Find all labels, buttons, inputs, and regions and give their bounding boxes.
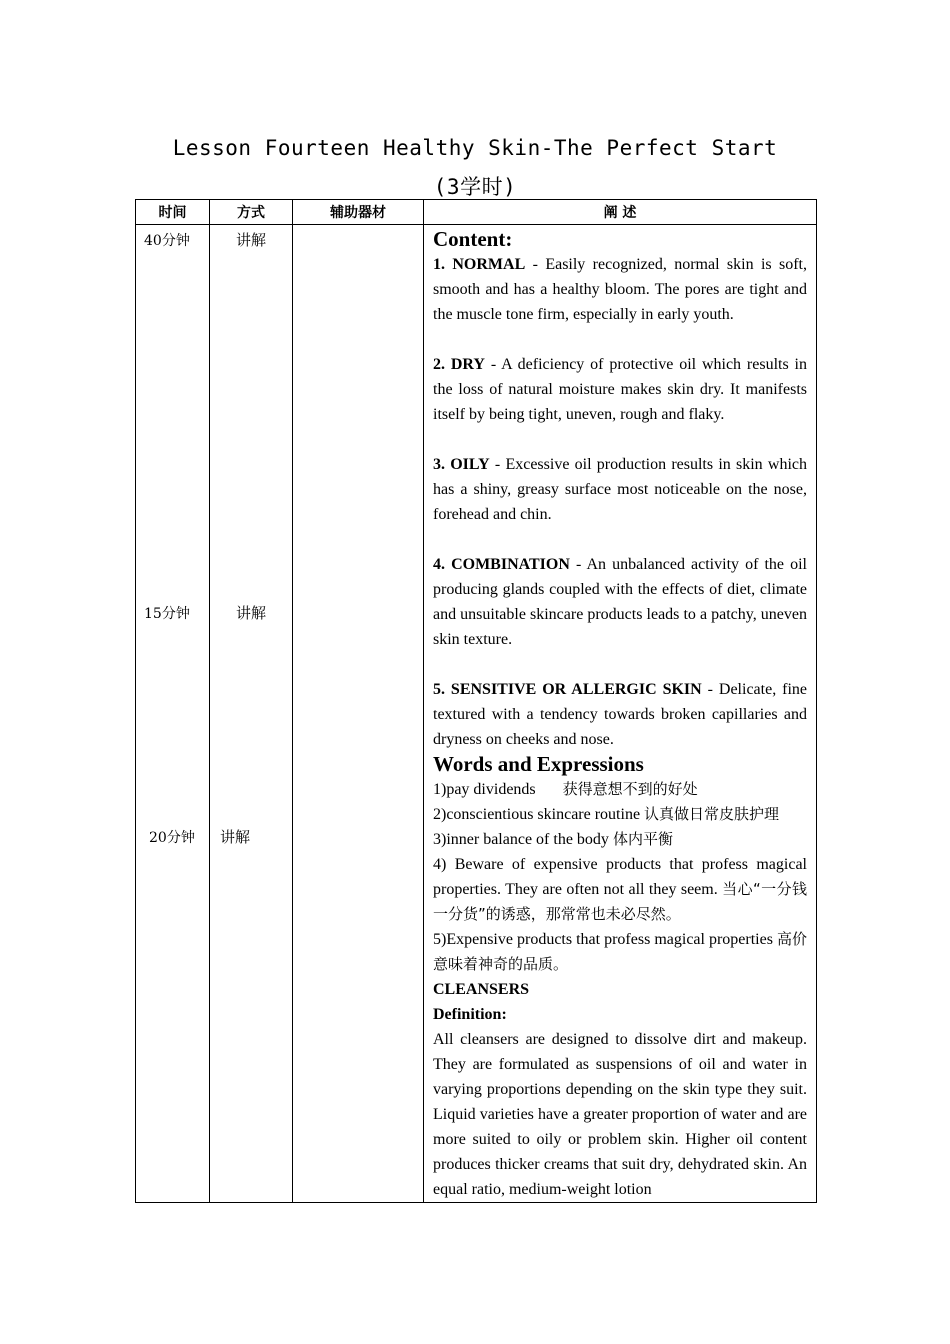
words-heading: Words and Expressions [433, 752, 644, 776]
skin-type-label: 4. COMBINATION [433, 556, 570, 573]
lesson-title: Lesson Fourteen Healthy Skin-The Perfect Start [172, 136, 778, 160]
skin-type-text: - An unbalanced activity of the oil producing glands coupled with the effects of diet, climate and unsuitable skincare products leads to a patchy, uneven skin texture. [433, 556, 807, 648]
header-method: 方式 [210, 200, 293, 225]
skin-type-text: - Delicate, fine textured with a tendency towards broken capillaries and dryness on cheeks and nose. [433, 681, 808, 748]
expression-item: 3)inner balance of the body 体内平衡 [433, 830, 673, 848]
skin-type-text: - Easily recognized, normal skin is soft, smooth and has a healthy bloom. The pores are tight and the muscle tone firm, especially in early youth. [433, 256, 807, 323]
header-time: 时间 [136, 200, 210, 225]
time-mark: 15分钟 [144, 606, 190, 622]
time-mark: 40分钟 [144, 233, 190, 249]
table-row [136, 225, 817, 1203]
expression-item: 4) Beware of expensive products that profess magical properties. They are often not all they seem. 当心“一分钱一分货”的诱惑，那常常也未必尽然。 [433, 856, 808, 923]
description-cell [424, 225, 817, 1203]
skin-type-label: 1. NORMAL [433, 256, 526, 273]
skin-type-oily [433, 452, 807, 527]
expression-item: 5)Expensive products that profess magical properties 高价意味着神奇的品质。 [433, 930, 807, 973]
skin-type-label: 2. DRY [433, 356, 485, 373]
definition-heading: Definition: [433, 1006, 507, 1023]
skin-type-normal [433, 252, 807, 327]
expression-item: 1)pay dividends 获得意想不到的好处 [433, 780, 698, 798]
skin-type-text: - A deficiency of protective oil which results in the loss of natural moisture makes skin dry. It manifests itself by being tight, uneven, rough and flaky. [433, 356, 807, 423]
time-mark: 20分钟 [149, 830, 195, 846]
definition-text: All cleansers are designed to dissolve dirt and makeup. They are formulated as suspensions of oil and water in varying proportions depending on the skin type they suit. Liquid varieties have a greater proportion of water and are more suited to oily or problem skin. Higher oil content produces thicker creams that suit dry, dehydrated skin. An equal ratio, medium-weight lotion [433, 1031, 807, 1198]
method-mark: 讲解 [236, 604, 267, 622]
method-mark: 讲解 [236, 231, 267, 249]
method-cell [210, 225, 293, 1203]
skin-type-label: 3. OILY [433, 456, 490, 473]
content-heading: Content: [433, 227, 513, 251]
expression-item: 2)conscientious skincare routine 认真做日常皮肤护理 [433, 805, 780, 823]
header-materials: 辅助器材 [293, 200, 424, 225]
skin-type-label: 5. SENSITIVE OR ALLERGIC SKIN [433, 681, 702, 698]
skin-type-dry [433, 352, 807, 427]
header-description: 阐 述 [424, 200, 817, 225]
description-content [424, 225, 816, 1202]
time-cell [136, 225, 210, 1203]
lesson-plan-table [135, 199, 817, 1203]
skin-type-combination [433, 552, 807, 652]
cleansers-heading: CLEANSERS [433, 981, 530, 998]
table-header-row [136, 200, 817, 225]
materials-cell [293, 225, 424, 1203]
skin-type-text: - Excessive oil production results in skin which has a shiny, greasy surface most noticeable on the nose, forehead and chin. [433, 456, 807, 523]
lesson-hours: (3学时) [433, 175, 517, 199]
method-mark: 讲解 [220, 828, 251, 846]
skin-type-sensitive [433, 677, 807, 752]
